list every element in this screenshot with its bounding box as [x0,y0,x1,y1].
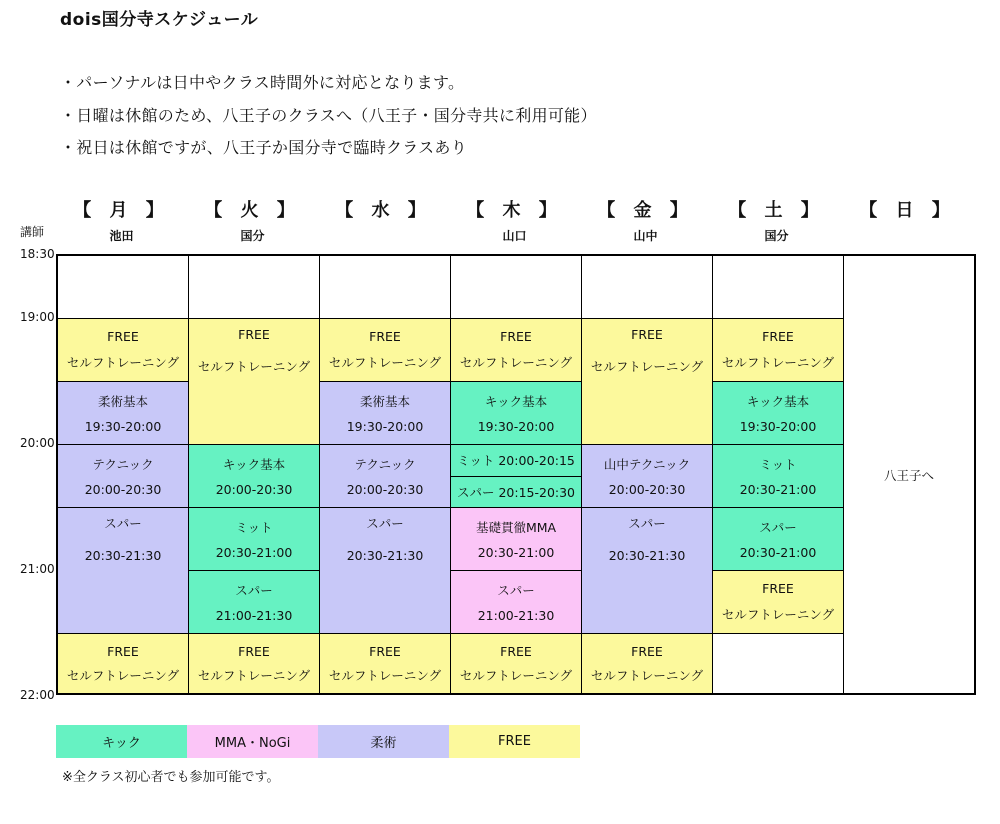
class-name: FREE [107,329,139,345]
day-header-wed: 【 水 】 [335,200,432,221]
class-time: セルフトレーニング [328,354,442,370]
class-time: 20:30-21:30 [346,547,424,563]
class-cell-thu [451,256,582,319]
class-name: テクニック [354,457,416,473]
class-cell-thu [451,508,582,571]
time-label: 22:00 [20,688,55,702]
class-time: セルフトレーニング [197,358,311,374]
class-cell-mon [58,382,189,445]
class-cell-sat [713,571,844,634]
class-name: FREE [631,327,663,342]
class-cell-sat [713,634,844,693]
class-name: FREE [107,643,139,659]
schedule-grid [56,254,976,695]
legend-mma: MMA・NoGi [187,725,318,758]
class-name: 柔術基本 [359,394,410,410]
class-cell-tue [189,508,320,571]
class-cell-tue [189,634,320,693]
class-time: 20:30-21:30 [608,547,686,563]
class-name: スパー 20:15-20:30 [456,484,576,500]
class-time: 20:30-21:00 [215,544,293,560]
class-time: 20:30-21:30 [84,547,162,563]
class-cell-sat [713,382,844,445]
class-name: スパー [235,583,273,599]
day-header-thu: 【 木 】 [466,200,563,221]
class-cell-mon [58,256,189,319]
legend-kick: キック [56,725,187,758]
class-time: 21:00-21:30 [215,607,293,623]
class-name: FREE [369,329,401,345]
class-cell-wed [320,508,451,634]
class-time: セルフトレーニング [721,606,835,622]
class-time: セルフトレーニング [328,667,442,683]
day-header-mon: 【 月 】 [73,200,170,221]
class-time: 20:30-21:00 [477,544,555,560]
class-time: セルフトレーニング [66,667,180,683]
teacher-thu: 山口 [502,229,527,243]
class-time: セルフトレーニング [721,354,835,370]
class-cell-fri [582,256,713,319]
day-header-sun: 【 日 】 [859,200,956,221]
class-time: 20:30-21:00 [739,544,817,560]
class-time: セルフトレーニング [590,358,704,374]
class-name: FREE [500,329,532,345]
note-holiday: ・祝日は休館ですが、八王子か国分寺で臨時クラスあり [60,138,468,157]
time-label: 19:00 [20,310,55,324]
class-cell-wed [320,256,451,319]
class-cell-wed [320,319,451,382]
class-name: スパー [759,520,797,536]
note-personal: ・パーソナルは日中やクラス時間外に対応となります。 [60,73,465,92]
class-cell-mon [58,634,189,693]
legend-free: FREE [449,725,580,758]
class-cell-sat [713,256,844,319]
class-name: 八王子へ [883,467,934,483]
page-title: dois国分寺スケジュール [60,10,259,30]
class-cell-mon [58,319,189,382]
class-cell-thu [451,571,582,634]
class-name: 柔術基本 [97,394,148,410]
class-time: 20:30-21:00 [739,481,817,497]
class-cell-thu [451,445,582,477]
class-time: セルフトレーニング [459,667,573,683]
class-cell-mon [58,508,189,634]
class-cell-sat [713,508,844,571]
class-name: FREE [369,643,401,659]
class-cell-sun [844,256,974,693]
class-cell-thu [451,634,582,693]
teacher-tue: 国分 [240,229,265,243]
class-name: FREE [762,329,794,345]
class-name: ミット [235,520,273,536]
class-time: 20:00-20:30 [608,481,686,497]
time-label: 20:00 [20,436,55,450]
class-name: FREE [500,643,532,659]
class-time: 19:30-20:00 [739,418,817,434]
class-name: FREE [631,643,663,659]
class-cell-fri [582,445,713,508]
class-name: 基礎貫徹MMA [475,520,557,536]
class-cell-tue [189,445,320,508]
class-cell-sat [713,319,844,382]
class-name: FREE [238,327,270,342]
class-time: 20:00-20:30 [215,481,293,497]
class-name: スパー [628,516,666,531]
class-cell-thu [451,382,582,445]
teacher-header: 講師 [20,225,45,239]
class-time: 19:30-20:00 [84,418,162,434]
class-name: 山中テクニック [603,457,691,473]
day-header-sat: 【 土 】 [728,200,825,221]
class-name: テクニック [92,457,154,473]
footnote: ※全クラス初心者でも参加可能です。 [62,770,280,785]
class-name: FREE [238,643,270,659]
class-cell-fri [582,319,713,445]
class-time: セルフトレーニング [66,354,180,370]
day-header-tue: 【 火 】 [204,200,301,221]
class-cell-tue [189,571,320,634]
class-name: キック基本 [222,457,286,473]
class-time: 21:00-21:30 [477,607,555,623]
legend-jiujitsu: 柔術 [318,725,449,758]
class-name: スパー [104,516,142,531]
class-cell-wed [320,634,451,693]
class-time: セルフトレーニング [197,667,311,683]
class-time: セルフトレーニング [590,667,704,683]
class-name: キック基本 [484,394,548,410]
class-cell-fri [582,508,713,634]
class-time: 20:00-20:30 [84,481,162,497]
teacher-mon: 池田 [109,229,134,243]
class-cell-thu [451,319,582,382]
class-name: スパー [366,516,404,531]
class-cell-tue [189,256,320,319]
class-cell-mon [58,445,189,508]
class-time: 19:30-20:00 [477,418,555,434]
class-name: キック基本 [746,394,810,410]
class-name: ミット 20:00-20:15 [457,453,575,469]
class-cell-wed [320,382,451,445]
class-time: 20:00-20:30 [346,481,424,497]
time-label: 18:30 [20,247,55,261]
day-header-fri: 【 金 】 [597,200,694,221]
teacher-sat: 国分 [764,229,789,243]
class-cell-tue [189,319,320,445]
class-time: セルフトレーニング [459,354,573,370]
class-cell-thu [451,477,582,509]
class-name: ミット [759,457,797,473]
time-label: 21:00 [20,562,55,576]
class-name: スパー [497,583,535,599]
note-sunday: ・日曜は休館のため、八王子のクラスへ（八王子・国分寺共に利用可能） [60,106,597,125]
class-time: 19:30-20:00 [346,418,424,434]
class-cell-wed [320,445,451,508]
class-cell-sat [713,445,844,508]
teacher-fri: 山中 [633,229,658,243]
class-name: FREE [762,581,794,597]
class-cell-fri [582,634,713,693]
